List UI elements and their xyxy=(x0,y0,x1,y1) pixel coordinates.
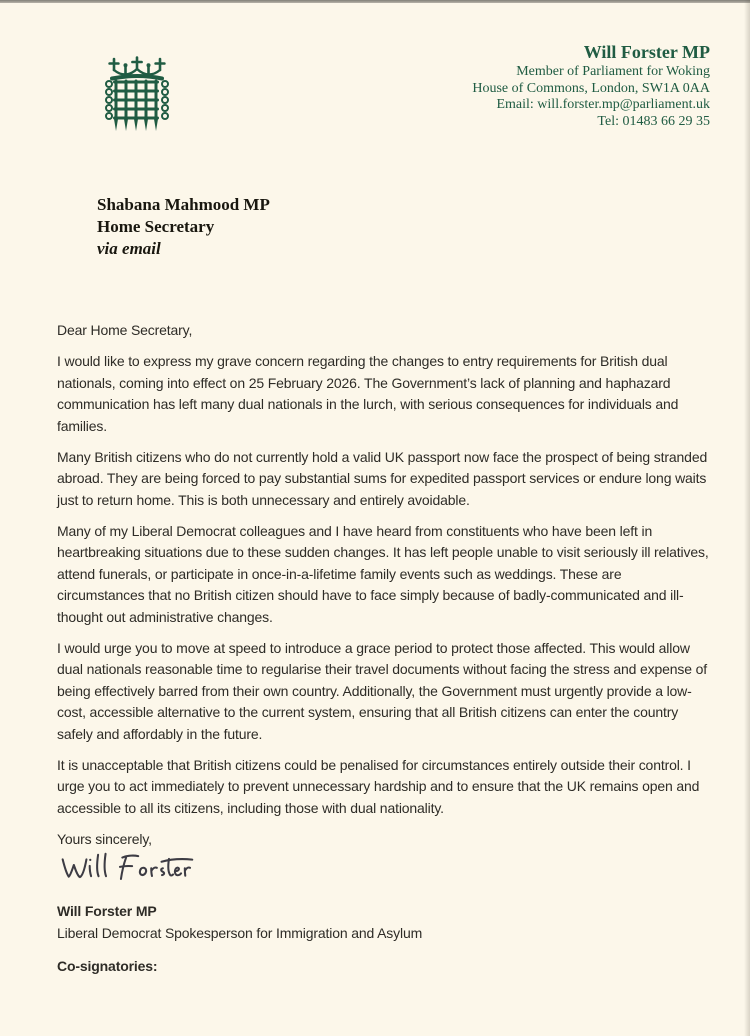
paragraph-2: Many British citizens who do not currently hold a valid UK passport now face the prospect of being stranded abroad. They are being forced to pay substantial sums for expedited passport services or endure long waits just to return home. This is both unnecessary and entirely avoidable. xyxy=(57,448,708,508)
closing: Yours sincerely, xyxy=(57,830,152,847)
scan-edge-top xyxy=(0,0,750,3)
letterhead-constituency: Member of Parliament for Woking xyxy=(516,64,710,79)
recipient-name: Shabana Mahmood MP xyxy=(97,195,270,214)
letterhead-phone: Tel: 01483 66 29 35 xyxy=(597,113,710,129)
sender-role: Liberal Democrat Spokesperson for Immigration and Asylum xyxy=(57,924,423,941)
paragraph-1: I would like to express my grave concern regarding the changes to entry requirements for British dual nationals, coming into effect on 25 February 2026. The Government’s lack of planning and haphazard communication has left many dual nationals in the lurch, with serious consequences for individuals and families. xyxy=(57,353,679,434)
sender-name: Will Forster MP xyxy=(57,903,157,919)
letter-body xyxy=(57,320,709,860)
signoff-block xyxy=(57,901,422,944)
letterhead-name: Will Forster MP xyxy=(583,42,710,62)
letterhead-address: House of Commons, London, SW1A 0AA xyxy=(472,80,710,96)
letterhead xyxy=(472,42,710,130)
paragraph-3: Many of my Liberal Democrat colleagues and I have heard from constituents who have been left in heartbreaking situations due to these sudden changes. It has left people unable to visit seriously ill relatives, attend funerals, or participate in once-in-a-lifetime family events such as weddings. These are circumstances that no British citizen should have to face simply because of badly-communicated and ill-thought out administrative changes. xyxy=(57,522,709,625)
recipient-title: Home Secretary xyxy=(97,217,215,236)
parliament-portcullis-icon xyxy=(104,56,170,138)
paragraph-5: It is unacceptable that British citizens could be penalised for circumstances entirely outside their control. I urge you to act immediately to prevent unnecessary hardship and to ensure that the UK remains open and accessible to all its citizens, including those with dual nationality. xyxy=(57,756,700,816)
cosignatories-label: Co-signatories: xyxy=(57,958,158,974)
recipient-block xyxy=(97,194,270,260)
paragraph-4: I would urge you to move at speed to introduce a grace period to protect those affected. This would allow dual nationals reasonable time to regularise their travel documents without facing the stress and expense of being effectively barred from their own country. Additionally, the Government must urgently provide a low-cost, accessible alternative to the current system, ensuring that all British citizens can enter the country safely and affordably in the future. xyxy=(57,639,707,742)
scan-edge-right xyxy=(744,0,750,1036)
recipient-delivery-method: via email xyxy=(97,239,161,258)
handwritten-signature xyxy=(58,845,196,885)
letterhead-email: Email: will.forster.mp@parliament.uk xyxy=(496,97,710,112)
salutation: Dear Home Secretary, xyxy=(57,322,193,338)
